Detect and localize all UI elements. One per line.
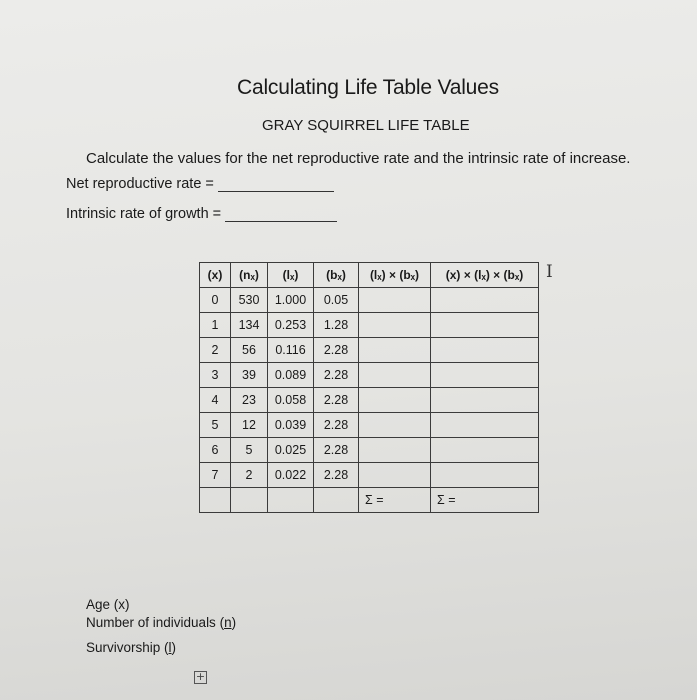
sum-empty-cell (200, 488, 231, 513)
cell-age: 2 (200, 338, 231, 363)
cell-b: 2.28 (314, 413, 359, 438)
cell-lb-input[interactable] (359, 288, 431, 313)
legend-surv-prefix: Survivorship ( (86, 640, 169, 655)
cell-n: 134 (231, 313, 268, 338)
table-sum-row (200, 488, 539, 513)
sum-empty-cell (231, 488, 268, 513)
sum-lb-cell[interactable]: Σ = (359, 488, 431, 513)
intrinsic-rate-label: Intrinsic rate of growth = (66, 206, 222, 222)
cell-b: 1.28 (314, 313, 359, 338)
header-l: (lₓ) (268, 263, 314, 288)
cell-age: 4 (200, 388, 231, 413)
cell-n: 39 (231, 363, 268, 388)
cell-xlb-input[interactable] (431, 363, 539, 388)
table-row (200, 438, 539, 463)
cell-n: 5 (231, 438, 268, 463)
cell-l: 1.000 (268, 288, 314, 313)
cell-n: 56 (231, 338, 268, 363)
cell-b: 2.28 (314, 363, 359, 388)
cell-age: 0 (200, 288, 231, 313)
page-subtitle: GRAY SQUIRREL LIFE TABLE (262, 117, 470, 134)
net-reproductive-rate-row (66, 176, 334, 192)
cell-l: 0.039 (268, 413, 314, 438)
cell-lb-input[interactable] (359, 438, 431, 463)
cell-l: 0.025 (268, 438, 314, 463)
cell-b: 2.28 (314, 388, 359, 413)
cell-age: 1 (200, 313, 231, 338)
table-row (200, 338, 539, 363)
life-table (199, 262, 539, 513)
header-xlb: (x) × (lₓ) × (bₓ) (431, 263, 539, 288)
table-row (200, 363, 539, 388)
legend-age: Age (x) (86, 597, 130, 612)
header-age: (x) (200, 263, 231, 288)
cell-lb-input[interactable] (359, 388, 431, 413)
legend-surv-suffix: ) (171, 640, 177, 655)
legend-surv-var: l (168, 640, 172, 655)
cell-b: 0.05 (314, 288, 359, 313)
cell-l: 0.116 (268, 338, 314, 363)
cell-b: 2.28 (314, 338, 359, 363)
cell-xlb-input[interactable] (431, 438, 539, 463)
cell-n: 2 (231, 463, 268, 488)
cell-lb-input[interactable] (359, 363, 431, 388)
sum-xlb-cell[interactable]: Σ = (431, 488, 539, 513)
cell-lb-input[interactable] (359, 313, 431, 338)
net-reproductive-rate-label: Net reproductive rate = (66, 176, 214, 192)
cell-age: 7 (200, 463, 231, 488)
table-row (200, 463, 539, 488)
cell-n: 12 (231, 413, 268, 438)
legend-num-suffix: ) (231, 615, 237, 630)
table-row (200, 313, 539, 338)
cell-xlb-input[interactable] (431, 388, 539, 413)
cell-xlb-input[interactable] (431, 313, 539, 338)
legend-survivorship (86, 640, 176, 655)
header-n: (nₓ) (231, 263, 268, 288)
cell-lb-input[interactable] (359, 413, 431, 438)
table-row (200, 388, 539, 413)
cell-lb-input[interactable] (359, 338, 431, 363)
text-cursor-icon: I (546, 262, 553, 282)
cell-xlb-input[interactable] (431, 463, 539, 488)
cell-b: 2.28 (314, 438, 359, 463)
cell-l: 0.022 (268, 463, 314, 488)
legend-num-var: n (224, 615, 232, 630)
cell-xlb-input[interactable] (431, 338, 539, 363)
cell-n: 23 (231, 388, 268, 413)
legend-num-prefix: Number of individuals ( (86, 615, 225, 630)
cell-l: 0.253 (268, 313, 314, 338)
cell-xlb-input[interactable] (431, 288, 539, 313)
cell-l: 0.089 (268, 363, 314, 388)
header-b: (bₓ) (314, 263, 359, 288)
table-row (200, 413, 539, 438)
cell-age: 3 (200, 363, 231, 388)
cell-b: 2.28 (314, 463, 359, 488)
sum-empty-cell (314, 488, 359, 513)
header-lb: (lₓ) × (bₓ) (359, 263, 431, 288)
expand-icon[interactable]: + (195, 670, 206, 683)
intrinsic-rate-row (66, 206, 337, 222)
net-reproductive-rate-blank[interactable] (218, 177, 334, 192)
cell-n: 530 (231, 288, 268, 313)
cell-age: 5 (200, 413, 231, 438)
cell-lb-input[interactable] (359, 463, 431, 488)
table-header-row (200, 263, 539, 288)
table-row (200, 288, 539, 313)
cell-l: 0.058 (268, 388, 314, 413)
page-title: Calculating Life Table Values (237, 76, 499, 99)
legend-number-of-individuals (86, 615, 236, 630)
cell-xlb-input[interactable] (431, 413, 539, 438)
sum-empty-cell (268, 488, 314, 513)
intrinsic-rate-blank[interactable] (225, 207, 337, 222)
instructions-text: Calculate the values for the net reproductive rate and the intrinsic rate of increase. (86, 150, 631, 167)
cell-age: 6 (200, 438, 231, 463)
